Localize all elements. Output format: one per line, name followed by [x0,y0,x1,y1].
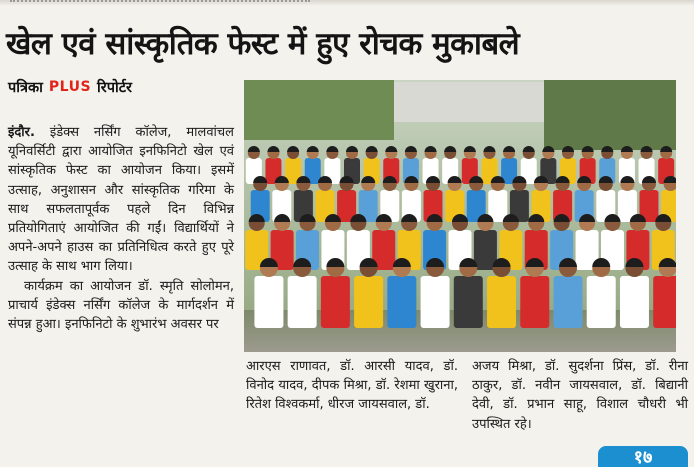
headline: खेल एवं सांस्कृतिक फेस्ट में हुए रोचक मुकाबले [6,26,520,62]
person-body [587,276,616,328]
person-body [454,276,483,328]
previous-article-edge [10,0,310,3]
group-photo-image [244,80,676,352]
person-body [321,276,350,328]
byline-suffix: रिपोर्टर [97,80,132,96]
person-body [620,276,649,328]
photo-trees-left [244,80,394,140]
person-body [487,276,516,328]
photo-trees-right [544,80,676,150]
byline [8,76,132,98]
person-body [354,276,383,328]
person-body [653,276,676,328]
column-2-text: आरएस राणावत, डॉ. आरसी यादव, डॉ. विनोद यादव, दीपक मिश्रा, डॉ. रेशमा खुराना, रितेश विश्वकर्मा, धीरज जायसवाल, डॉ. [246,359,458,413]
person-body [288,276,317,328]
group-photo [244,80,676,352]
photo-building [394,82,544,122]
article-column-3 [472,357,688,434]
person-body [421,276,450,328]
paragraph-1 [8,123,234,277]
article-column-1 [8,123,234,334]
article-column-2 [246,357,458,415]
person-body [520,276,549,328]
person-body [554,276,583,328]
column-3-text: अजय मिश्रा, डॉ. सुदर्शना प्रिंस, डॉ. रीना ठाकुर, डॉ. नवीन जायसवाल, डॉ. बिद्यानी देवी, डॉ. प्रभान साहू, विशाल चौधरी भी उपस्थित रहे। [472,359,688,432]
dateline: इंदौर. [8,125,35,140]
byline-prefix: पत्रिका [8,80,43,96]
byline-plus-logo: PLUS [48,79,92,95]
person-body [387,276,416,328]
paragraph-2: कार्यक्रम का आयोजन डॉ. स्मृति सोलोमन, प्राचार्य इंडेक्स नर्सिंग कॉलेज के मार्गदर्शन में संपन्न हुआ। इनफिनिटो के शुभारंभ अवसर पर [8,278,234,333]
page-number-badge: १७ [598,446,688,467]
person-body [254,276,283,328]
paragraph-1-text: इंडेक्स नर्सिंग कॉलेज, मालवांचल यूनिवर्सिटी द्वारा आयोजित इनफिनिटो खेल एवं सांस्कृतिक फेस्ट का आयोजन किया। इसमें उत्साह, अनुशासन और सांस्कृतिक गरिमा के साथ सफलतापूर्वक पहले दिन विभिन्न प्रतियोगिताएं आयोजित की गईं। विद्यार्थियों ने अपने-अपने हाउस का प्रतिनिधित्व करते हुए पूरे उत्साह के साथ भाग लिया। [8,125,234,275]
